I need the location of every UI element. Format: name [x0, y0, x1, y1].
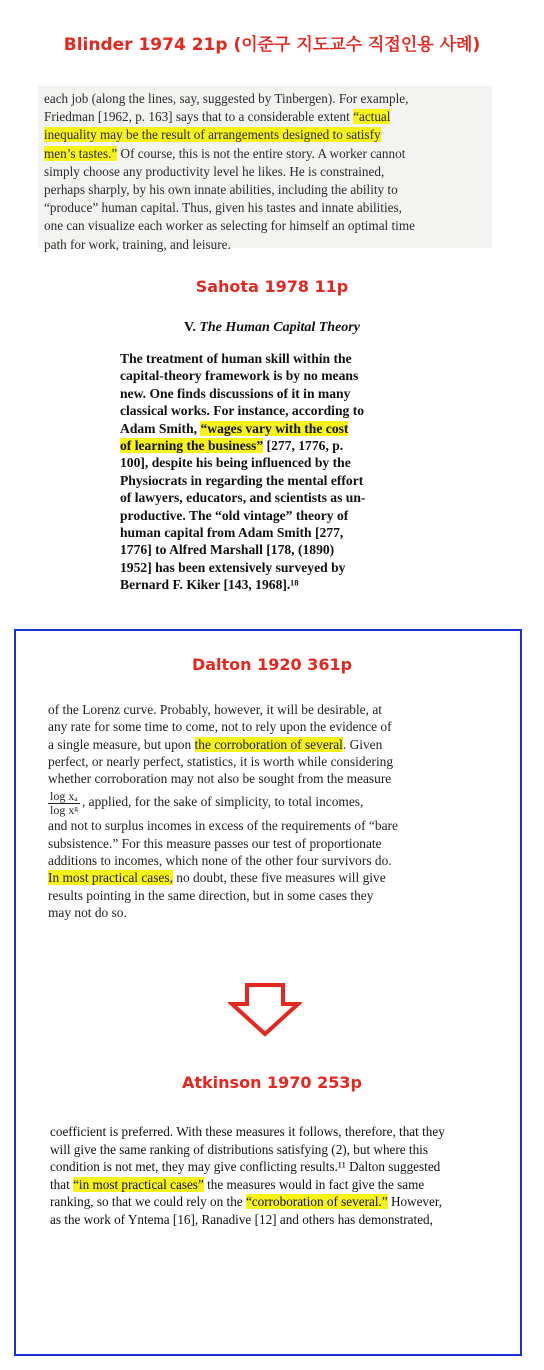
text-span: [277, 1776, p.: [263, 438, 344, 454]
text-line: [48, 736, 398, 753]
heading-blinder: Blinder 1974 21p (이준구 지도교수 직접인용 사례): [63, 35, 481, 55]
text-line: [50, 1193, 445, 1211]
text-span: the measures would in fact give the same: [203, 1176, 425, 1192]
text-line: coefficient is preferred. With these measures it follows, therefore, that they: [50, 1124, 445, 1139]
text-line: results pointing in the same direction, but in some cases they: [48, 887, 374, 903]
text-line: Bernard F. Kiker [143, 1968].¹⁸: [120, 577, 299, 593]
text-line: condition is not met, they may give conflicting results.¹¹ Dalton suggested: [50, 1159, 441, 1175]
highlighted-quote: men’s tastes.”: [44, 145, 118, 161]
text-line: whether corroboration may not also be sought from the measure: [48, 771, 392, 787]
text-span: that: [50, 1176, 74, 1192]
text-line: “produce” human capital. Thus, given his tastes and innate abilities,: [44, 200, 402, 216]
text-span: Of course, this is not the entire story. A worker cannot: [117, 145, 406, 161]
text-line: additions to incomes, which none of the other four survivors do.: [48, 853, 392, 869]
text-line: human capital from Adam Smith [277,: [120, 525, 344, 541]
highlighted-quote: of learning the business”: [120, 438, 264, 454]
text-line: as the work of Yntema [16], Ranadive [12] and others has demonstrated,: [50, 1211, 433, 1227]
log-fraction: [48, 790, 80, 817]
highlighted-quote: “actual: [353, 109, 391, 125]
text-span: Friedman [1962, p. 163] says that to a considerable extent: [44, 109, 354, 125]
text-line: any rate for some time to come, not to rely upon the evidence of: [48, 719, 392, 735]
text-line: [120, 437, 365, 454]
heading-sahota: Sahota 1978 11p: [195, 277, 349, 296]
text-line: The treatment of human skill within the: [120, 351, 352, 366]
dalton-excerpt: [48, 701, 398, 921]
text-line: may not do so.: [48, 904, 127, 920]
text-line: each job (along the lines, say, suggested by Tinbergen). For example,: [44, 91, 409, 106]
atkinson-excerpt: [50, 1123, 445, 1229]
text-line: 1776] to Alfred Marshall [178, (1890): [120, 542, 335, 558]
text-line: will give the same ranking of distributions satisfying (2), but where this: [50, 1141, 428, 1157]
text-line: subsistence.” For this measure passes our test of proportionate: [48, 835, 382, 851]
section-heading: [0, 320, 544, 336]
text-span: a single measure, but upon: [48, 736, 195, 752]
text-line: path for work, training, and leisure.: [44, 236, 231, 252]
text-line: [44, 145, 486, 163]
text-span: , applied, for the sake of simplicity, to total incomes,: [81, 794, 364, 810]
fraction-numerator: log xₐ: [48, 790, 80, 804]
text-span: . Given: [342, 736, 383, 752]
heading-dalton: Dalton 1920 361p: [191, 655, 353, 674]
heading-atkinson: Atkinson 1970 253p: [182, 1073, 362, 1092]
hollow-down-arrow-icon: [228, 982, 302, 1043]
text-line: of lawyers, educators, and scientists as un-: [120, 490, 366, 506]
text-line: [48, 869, 398, 886]
highlighted-quote: inequality may be the result of arrangements designed to satisfy: [44, 127, 381, 143]
section-number: V.: [184, 320, 196, 335]
text-line: [44, 108, 486, 126]
text-line: [44, 126, 486, 144]
text-span: ranking, so that we could rely on the: [50, 1194, 246, 1210]
text-line: perhaps sharply, by his own innate abilities, including the ability to: [44, 182, 398, 198]
text-line: perfect, or nearly perfect, statistics, it is worth while considering: [48, 753, 394, 769]
text-line: simply choose any productivity level he likes. He is constrained,: [44, 163, 385, 179]
text-line: capital-theory framework is by no means: [120, 368, 359, 384]
text-span: However,: [387, 1194, 443, 1210]
text-line: [120, 420, 365, 437]
highlighted-quote: In most practical cases,: [48, 870, 173, 886]
fraction-denominator: log xᵍ: [50, 802, 78, 817]
text-line: Physiocrats in regarding the mental effort: [120, 472, 364, 488]
text-line: new. One finds discussions of it in many: [120, 385, 351, 401]
text-line: productive. The “old vintage” theory of: [120, 507, 349, 523]
blinder-excerpt: [38, 86, 492, 252]
text-line: 100], despite his being influenced by the: [120, 455, 351, 471]
sahota-excerpt: [120, 350, 365, 594]
text-line: classical works. For instance, according to: [120, 403, 365, 419]
highlighted-quote: “in most practical cases”: [73, 1176, 204, 1192]
text-line: 1952] has been extensively surveyed by: [120, 559, 346, 575]
section-title: The Human Capital Theory: [199, 320, 360, 335]
text-span: Adam Smith,: [120, 420, 201, 436]
text-line: [50, 1176, 445, 1194]
text-line: one can visualize each worker as selecting for himself an optimal time: [44, 218, 415, 234]
highlighted-quote: “wages vary with the cost: [200, 420, 349, 436]
highlighted-quote: the corroboration of several: [194, 736, 343, 752]
text-line: [48, 787, 398, 817]
highlighted-quote: “corroboration of several.”: [245, 1194, 388, 1210]
text-line: and not to surplus incomes in excess of the requirements of “bare: [48, 818, 398, 834]
text-span: no doubt, these five measures will give: [172, 870, 386, 886]
text-line: of the Lorenz curve. Probably, however, it will be desirable, at: [48, 702, 382, 717]
